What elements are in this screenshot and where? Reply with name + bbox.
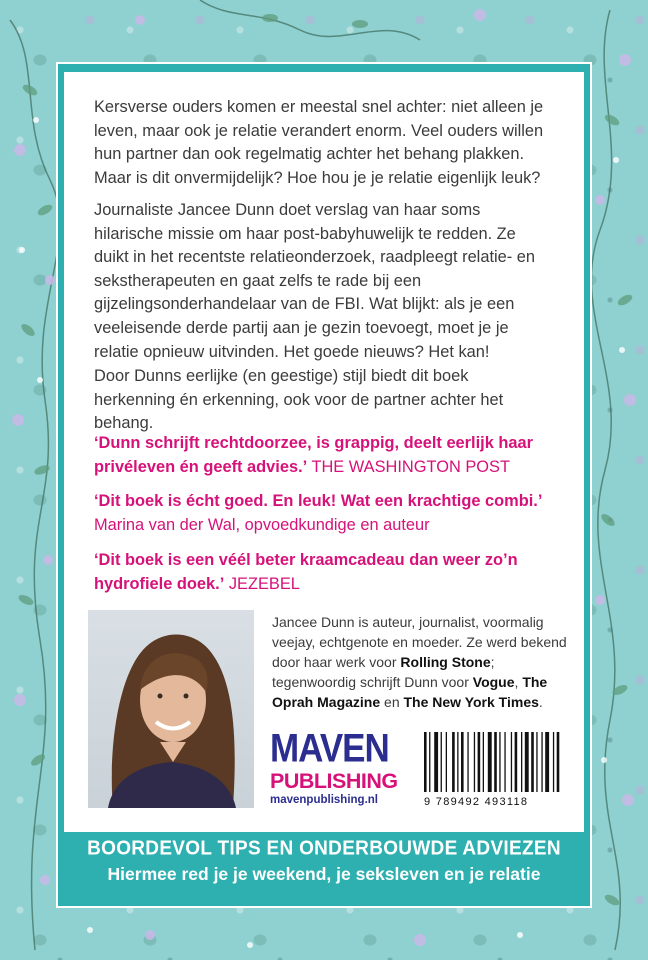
bio-nyt: The New York Times [403, 694, 539, 710]
publisher-logo [270, 725, 400, 806]
bio-text-4: en [380, 694, 404, 710]
footer-headline: BOORDEVOL TIPS EN ONDERBOUWDE ADVIEZEN [87, 837, 561, 860]
footer-banner [64, 834, 584, 900]
author-bio [272, 612, 572, 712]
quote-2 [94, 490, 564, 537]
publisher-subname: PUBLISHING [270, 769, 398, 793]
publisher-name: MAVEN [270, 725, 389, 771]
bio-vogue: Vogue [472, 674, 515, 690]
bio-text-1: Jancee Dunn is auteur, journalist, voormalig veejay, echtgenote en moeder. Ze werd bekend door haar werk voor [272, 614, 567, 670]
bio-oprah: The Oprah Magazine [272, 674, 548, 710]
bio-rolling-stone: Rolling Stone [400, 654, 491, 670]
bio-text-3: , [514, 674, 523, 690]
quote-1 [94, 432, 564, 479]
author-photo [88, 610, 254, 808]
quote-3 [94, 549, 564, 596]
intro-paragraph-1: Kersverse ouders komen er meestal snel achter: niet alleen je leven, maar ook je relatie verandert enorm. Veel ouders willen hun partner dan ook regelmatig achter het behang plakken. Maar is dit onvermijdelijk? Hoe hou je je relatie eigenlijk leuk? [94, 98, 544, 187]
quote-1-source: THE WASHINGTON POST [311, 457, 510, 476]
bio-text-2: ; tegenwoordig schrijft Dunn voor [272, 654, 495, 690]
quote-1-text: ‘Dunn schrijft rechtdoorzee, is grappig, deelt eerlijk haar privéleven én geeft advies.’ [94, 434, 534, 476]
barcode-number: 9 789492 493118 [424, 796, 529, 808]
footer-tagline: Hiermee red je je weekend, je seksleven en je relatie [107, 864, 541, 884]
quote-2-source: Marina van der Wal, opvoedkundige en auteur [94, 515, 430, 534]
intro-paragraph-2: Journaliste Jancee Dunn doet verslag van haar soms hilarische missie om haar post-babyhuwelijk te redden. Ze duikt in het recentste relatieonderzoek, raadpleegt relatie- en sekstherapeuten en gaat zelfs te rade bij een gijzelingsonderhandelaar van de FBI. Wat blijkt: als je een veeleisende derde partij aan je gezin toevoegt, moet je je relatie opnieuw uitvinden. Het goede nieuws? Het kan! [94, 201, 535, 361]
quote-3-source: JEZEBEL [228, 574, 300, 593]
quote-3-text: ‘Dit boek is een véél beter kraamcadeau dan weer zo’n hydrofiele doek.’ [94, 551, 518, 593]
bio-text-5: . [538, 694, 543, 710]
intro-paragraph-3: Door Dunns eerlijke (en geestige) stijl biedt dit boek herkenning én erkenning, ook voor de partner achter het behang. [94, 367, 504, 433]
publisher-url: mavenpublishing.nl [270, 793, 378, 806]
quote-2-text: ‘Dit boek is écht goed. En leuk! Wat een krachtige combi.’ [94, 492, 543, 510]
